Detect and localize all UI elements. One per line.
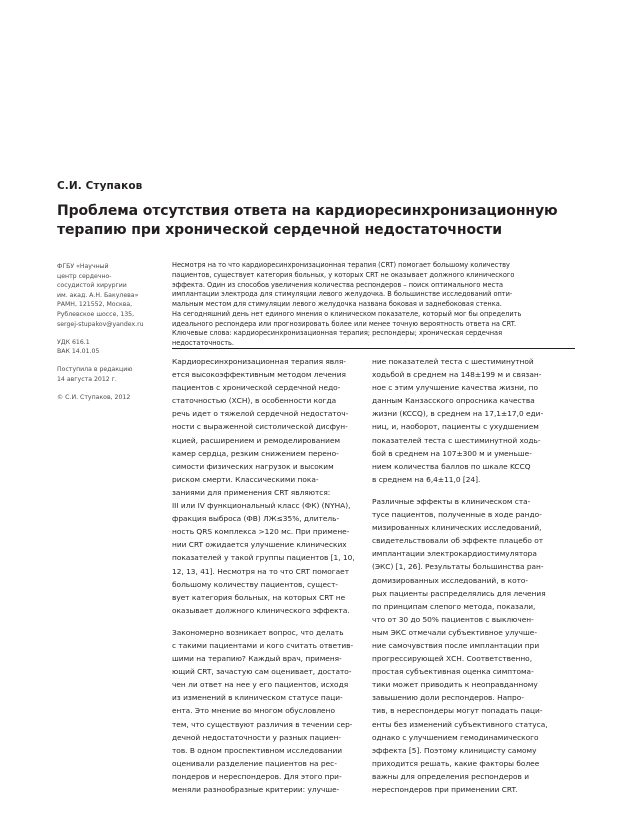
- affiliation-line: им. акад. А.Н. Бакулева»: [57, 291, 139, 299]
- text-line: шими на терапию? Каждый врач, применя-: [172, 654, 342, 664]
- text-line: тики может приводить к неоправданному: [372, 680, 538, 690]
- text-line: оценивали разделение пациентов на рес-: [172, 758, 337, 768]
- text-line: имплантации электрокардиостимулятора: [372, 549, 537, 559]
- text-line: что от 30 до 50% пациентов с выключен-: [372, 614, 534, 624]
- body-column-left: [172, 355, 377, 805]
- copyright: [57, 393, 167, 403]
- text-line: 12, 13, 41]. Несмотря на то что CRT помогает: [172, 566, 350, 576]
- text-line: эффекта [5]. Поэтому клиницисту самому: [372, 745, 537, 755]
- text-line: однако с улучшением гемодинамического: [372, 732, 539, 742]
- abstract-line: На сегодняшний день нет единого мнения о клиническом показателе, который мог бы определить: [172, 309, 522, 318]
- text-line: приходится решать, какие факторы более: [372, 758, 540, 768]
- text-line: показателей у такой группы пациентов [1, 10,: [172, 553, 355, 563]
- text-line: речь идет о тяжелой сердечной недостаточ-: [172, 409, 349, 419]
- text-line: ние самочувствия после имплантации при: [372, 640, 540, 650]
- text-line: Кардиоресинхронизационная терапия явля-: [172, 357, 347, 366]
- copyright-text: © С.И. Ступаков, 2012: [57, 393, 131, 401]
- text-line: по принципам слепого метода, показали,: [372, 601, 536, 611]
- received-date: [57, 365, 167, 384]
- text-line: с такими пациентами и кого считать ответив-: [172, 640, 354, 650]
- text-line: прогрессирующей ХСН. Соответственно,: [372, 654, 533, 664]
- abstract-line: эффекта. Один из способов увеличения количества респондеров – поиск оптимального места: [172, 280, 504, 289]
- text-line: показателей теста с шестиминутной ходь-: [372, 435, 541, 445]
- abstract-line: имплантации электрода для стимуляции левого желудочка. В большинстве исследований опти-: [172, 290, 513, 299]
- text-line: енты без изменений субъективного статуса,: [372, 719, 548, 729]
- text-line: камер сердца, резким снижением перено-: [172, 448, 339, 458]
- text-line: ниц, и, наоборот, пациенты с ухудшением: [372, 422, 539, 432]
- text-line: тив, в нереспондеры могут попадать паци-: [372, 706, 543, 716]
- text-line: мизированных клинических исследований,: [372, 523, 542, 533]
- text-line: свидетельствовали об эффекте плацебо от: [372, 536, 544, 546]
- text-line: ходьбой в среднем на 148±199 м и связан-: [372, 370, 542, 380]
- abstract-line: пациентов, существует категория больных, у которых CRT не оказывает должного клинического: [172, 270, 515, 279]
- text-line: жизни (KCCQ), в среднем на 17,1±17,0 еди-: [372, 409, 544, 419]
- text-line: III или IV функциональный класс (ФК) (NYHA),: [172, 501, 351, 511]
- affiliation-line: центр сердечно-: [57, 272, 112, 280]
- text-line: тов. В одном проспективном исследовании: [172, 745, 343, 755]
- text-line: оказывает должного клинического эффекта.: [172, 605, 350, 615]
- abstract-line: недостаточность.: [172, 339, 235, 347]
- text-line: рых пациенты распределялись для лечения: [372, 588, 546, 598]
- text-line: ность QRS комплекса >120 мс. При примене-: [172, 527, 350, 537]
- abstract-line: Ключевые слова: кардиоресинхронизационная терапия; респондеры; хроническая сердечная: [172, 329, 503, 338]
- text-line: домизированных исследований, в кото-: [372, 575, 529, 585]
- text-line: ется высокоэффективным методом лечения: [172, 370, 347, 380]
- text-line: в среднем на 6,4±11,0 [24].: [372, 474, 481, 484]
- abstract-divider: [172, 348, 575, 349]
- paragraph: [372, 495, 577, 796]
- text-line: ности с выраженной систолической дисфун-: [172, 422, 348, 432]
- udk-line: УДК 616.1: [57, 338, 90, 346]
- text-line: ента. Это мнение во многом обусловлено: [172, 706, 335, 716]
- text-line: ющий CRT, зачастую сам оценивает, достато-: [172, 667, 352, 677]
- text-line: дечной недостаточности у разных пациен-: [172, 732, 342, 742]
- abstract-line: мальным местом для стимуляции левого желудочка названа боковая и заднебоковая стенка.: [172, 300, 502, 308]
- title-line: терапию при хронической сердечной недостаточности: [57, 221, 502, 238]
- text-line: Закономерно возникает вопрос, что делать: [172, 627, 344, 637]
- paragraph: [372, 355, 577, 486]
- text-line: нереспондеров при применении CRT.: [372, 785, 518, 794]
- text-line: заниями для применения CRT являются:: [172, 487, 331, 497]
- affiliation-line: sergej-stupakov@yandex.ru: [57, 320, 144, 328]
- udk-line: ВАК 14.01.05: [57, 348, 100, 356]
- affiliation-line: РАМН, 121552, Москва,: [57, 301, 133, 309]
- text-line: из изменений в клиническом статусе паци-: [172, 693, 343, 703]
- text-line: нием количества баллов по шкале KCCQ: [372, 461, 531, 471]
- text-line: чен ли ответ на нее у его пациентов, исходя: [172, 680, 349, 690]
- text-line: ное с этим улучшение качества жизни, по: [372, 383, 539, 393]
- text-line: ным ЭКС отмечали субъективное улучше-: [372, 627, 537, 637]
- text-line: пондеров и нереспондеров. Для этого при-: [172, 771, 342, 781]
- text-line: завышению доли респондеров. Напро-: [372, 693, 524, 703]
- author-name: С.И. Ступаков: [57, 180, 143, 192]
- affiliation-line: ФГБУ «Научный: [57, 263, 109, 270]
- abstract-line: идеального респондера или прогнозировать более или менее точную вероятность ответа на CRT.: [172, 319, 517, 328]
- text-line: кцией, расширением и ремоделированием: [172, 435, 341, 445]
- text-line: риском смерти. Классическими пока-: [172, 474, 319, 484]
- text-line: важны для определения респондеров и: [372, 771, 530, 781]
- text-line: нии CRT ожидается улучшение клинических: [172, 540, 347, 550]
- paragraph: [172, 355, 377, 617]
- abstract: [172, 261, 572, 349]
- text-line: большому количеству пациентов, сущест-: [172, 579, 339, 589]
- affiliation-line: Рублевское шоссе, 135,: [57, 310, 135, 318]
- text-line: (ЭКС) [1, 26]. Результаты большинства ран-: [372, 562, 544, 572]
- text-line: вует категория больных, на которых CRT не: [172, 592, 346, 602]
- text-line: пациентов с хронической сердечной недо-: [172, 383, 341, 393]
- article-title: [57, 202, 577, 239]
- affiliation-line: сосудистой хирургии: [57, 282, 127, 290]
- received-line: Поступила в редакцию: [57, 366, 133, 374]
- text-line: тусе пациентов, полученные в ходе рандо-: [372, 510, 542, 520]
- text-line: меняли разнообразные критерии: улучше-: [172, 785, 340, 794]
- text-line: статочностью (ХСН), в особенности когда: [172, 396, 337, 406]
- title-line: Проблема отсутствия ответа на кардиоресинхронизационную: [57, 203, 558, 219]
- affiliation: [57, 262, 167, 329]
- text-line: бой в среднем на 107±300 м и уменьше-: [372, 448, 532, 458]
- udk-codes: [57, 338, 167, 357]
- text-line: симости физических нагрузок и высоким: [172, 461, 334, 471]
- received-line: 14 августа 2012 г.: [57, 375, 117, 383]
- abstract-line: Несмотря на то что кардиоресинхронизационная терапия (CRT) помогает большому количеству: [172, 261, 510, 269]
- article-sidebar: [57, 262, 167, 411]
- text-line: Различные эффекты в клиническом ста-: [372, 496, 531, 506]
- text-line: простая субъективная оценка симптома-: [372, 667, 534, 677]
- body-column-right: [372, 355, 577, 805]
- text-line: ние показателей теста с шестиминутной: [372, 357, 534, 366]
- text-line: фракция выброса (ФВ) ЛЖ≤35%, длитель-: [172, 514, 340, 524]
- text-line: данным Канзасского опросника качества: [372, 396, 535, 406]
- text-line: тем, что существуют различия в течении сер-: [172, 719, 353, 729]
- paragraph: [172, 626, 377, 796]
